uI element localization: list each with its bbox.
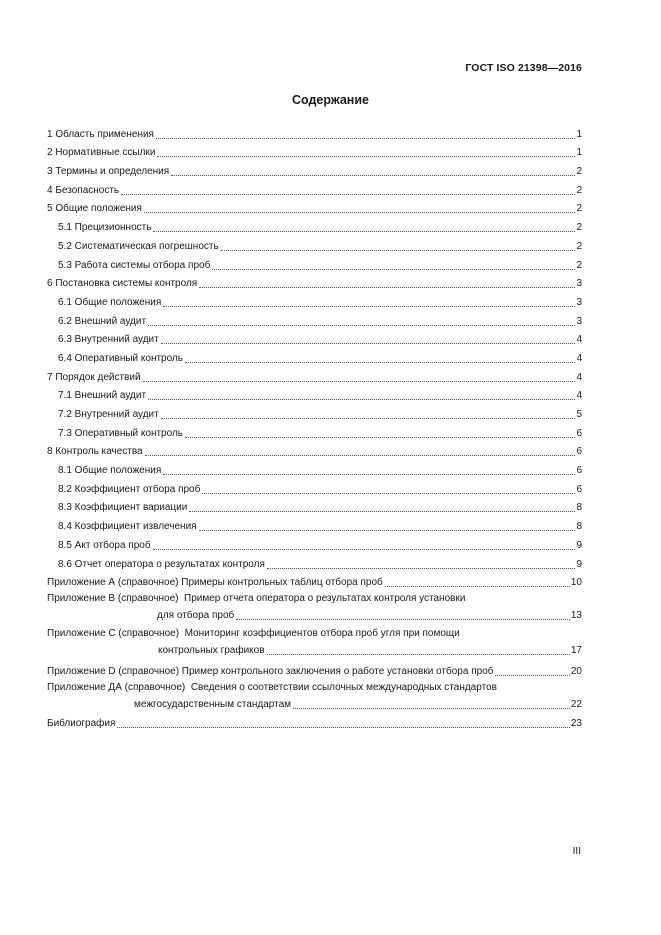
leader-dots [157, 156, 575, 157]
toc-entry[interactable]: 7.1 Внешний аудит 4 [58, 390, 582, 402]
leader-dots [171, 175, 575, 176]
toc-entry-annex-a[interactable]: Приложение А (справочное) Примеры контрольных таблиц отбора проб 10 [47, 577, 582, 589]
toc-entry[interactable]: 6 Постановка системы контроля 3 [47, 278, 582, 290]
leader-dots [199, 530, 576, 531]
toc-entry-bibliography[interactable]: Библиография 23 [47, 717, 582, 729]
leader-dots [156, 138, 575, 139]
toc-entry[interactable]: 5.2 Систематическая погрешность 2 [58, 240, 582, 252]
leader-dots [221, 250, 576, 251]
toc-entry[interactable]: 6.1 Общие положения 3 [58, 296, 582, 308]
leader-dots [121, 194, 575, 195]
toc-entry[interactable]: 5.3 Работа системы отбора проб 2 [58, 259, 582, 271]
toc-entry[interactable]: 5 Общие положения 2 [47, 203, 582, 215]
toc-entry[interactable]: 1 Область применения 1 [47, 128, 582, 140]
leader-dots [117, 727, 569, 728]
leader-dots [163, 474, 575, 475]
toc-entry[interactable]: 8.2 Коэффициент отбора проб 6 [58, 483, 582, 495]
toc-entry[interactable]: 6.2 Внешний аудит 3 [58, 315, 582, 327]
toc-entry[interactable]: 8.6 Отчет оператора о результатах контроля 9 [58, 558, 582, 570]
toc-title: Содержание [291, 93, 369, 107]
leader-dots [267, 568, 576, 569]
toc-entry[interactable]: 8 Контроль качества 6 [47, 446, 582, 458]
toc-entry[interactable]: 8.4 Коэффициент извлечения 8 [58, 521, 582, 533]
leader-dots [143, 381, 576, 382]
toc-entry-annex-da[interactable]: Приложение ДА (справочное) Сведения о соответствии ссылочных международных стандартов межгосударственным стандартам 22 [47, 681, 582, 710]
toc-entry[interactable]: 8.1 Общие положения 6 [58, 465, 582, 477]
toc-entry-annex-d[interactable]: Приложение D (справочное) Пример контрольного заключения о работе установки отбора проб 20 [47, 665, 582, 677]
leader-dots [163, 306, 575, 307]
leader-dots [495, 675, 569, 676]
toc-entry[interactable]: 6.3 Внутренний аудит 4 [58, 334, 582, 346]
leader-dots [153, 231, 575, 232]
toc-entry[interactable]: 7.2 Внутренний аудит 5 [58, 409, 582, 420]
leader-dots [185, 362, 575, 363]
toc-entry[interactable]: 2 Нормативные ссылки 1 [47, 147, 582, 159]
toc-entry[interactable]: 5.1 Прецизионность 2 [58, 222, 582, 234]
page-number: III [572, 846, 581, 857]
table-of-contents [47, 122, 582, 730]
toc-entry[interactable]: 7 Порядок действий 4 [47, 371, 582, 383]
leader-dots [293, 708, 570, 709]
leader-dots [202, 493, 575, 494]
toc-entry[interactable]: 8.3 Коэффициент вариации 8 [58, 502, 582, 514]
leader-dots [144, 212, 576, 213]
leader-dots [385, 586, 570, 587]
leader-dots [189, 511, 575, 512]
toc-entry[interactable]: 4 Безопасность 2 [47, 184, 582, 196]
leader-dots [153, 549, 576, 550]
leader-dots [212, 269, 575, 270]
toc-entry[interactable]: 8.5 Акт отбора проб 9 [58, 539, 582, 551]
standard-code: ГОСТ ISO 21398—2016 [465, 62, 582, 74]
toc-entry-annex-b[interactable]: Приложение В (справочное) Пример отчета оператора о результатах контроля установки для отбора проб 13 [47, 593, 582, 622]
leader-dots [267, 654, 570, 655]
leader-dots [199, 287, 575, 288]
leader-dots [236, 619, 570, 620]
toc-entry[interactable]: 3 Термины и определения 2 [47, 166, 582, 178]
leader-dots [185, 437, 575, 438]
toc-entry[interactable]: 7.3 Оперативный контроль 6 [58, 427, 582, 439]
toc-entry-annex-c[interactable]: Приложение С (справочное) Мониторинг коэффициентов отбора проб угля при помощи контрольных графиков 17 [47, 628, 582, 657]
leader-dots [148, 325, 575, 326]
leader-dots [145, 455, 576, 456]
leader-dots [161, 343, 576, 344]
leader-dots [161, 418, 576, 419]
toc-entry[interactable]: 6.4 Оперативный контроль 4 [58, 352, 582, 364]
leader-dots [148, 399, 575, 400]
